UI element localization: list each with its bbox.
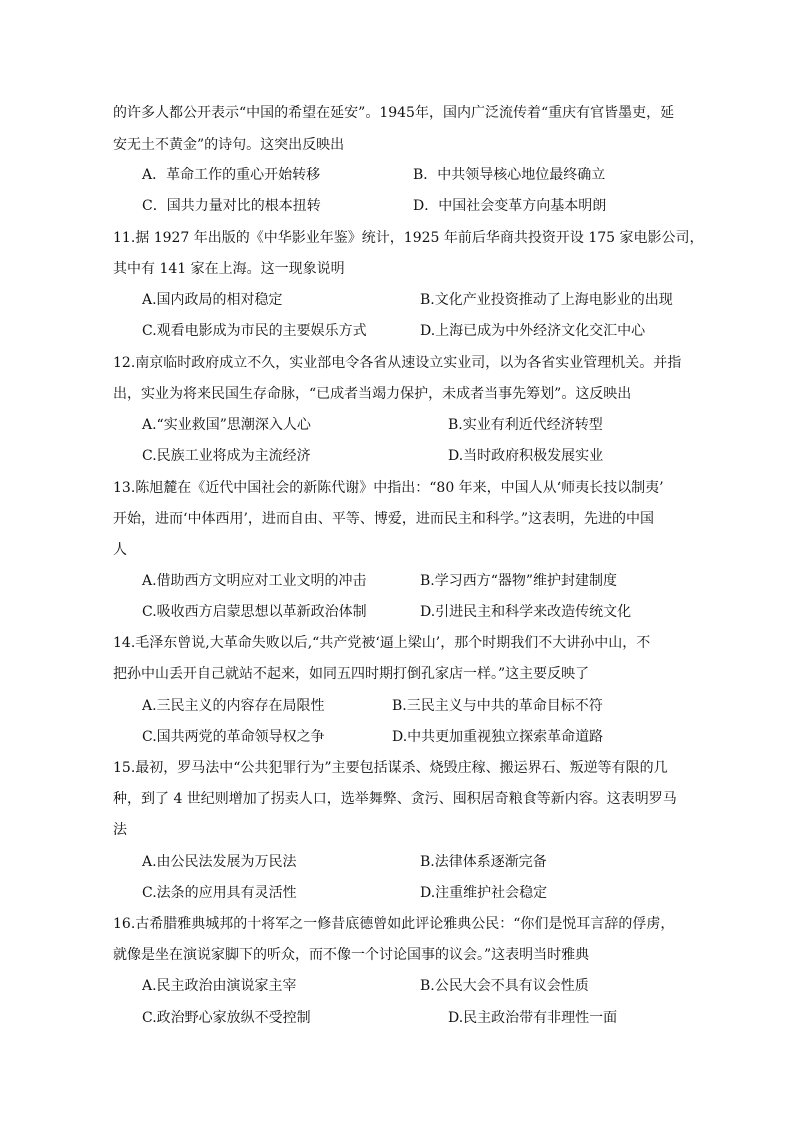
q13-stem-line-1: 13.陈旭麓在《近代中国社会的新陈代谢》中指出：“80 年来，中国人从‘师夷长技以制夷’ bbox=[113, 480, 664, 496]
q10-option-c: C．国共力量对比的根本扭转 bbox=[142, 198, 321, 214]
q13-stem-line-3: 人 bbox=[113, 542, 127, 558]
q16-option-b: B.公民大会不具有议会性质 bbox=[420, 978, 589, 994]
q15-option-d: D.注重维护社会稳定 bbox=[420, 885, 548, 901]
q11-stem-line-2: 其中有 141 家在上海。这一现象说明 bbox=[113, 261, 345, 277]
q11-stem-line-1: 11.据 1927 年出版的《中华影业年鉴》统计，1925 年前后华商共投资开设 175 家电影公司， bbox=[113, 230, 704, 246]
q10-option-a: A．革命工作的重心开始转移 bbox=[142, 167, 321, 183]
q10-stem-line-2: 安无土不黄金”的诗句。这突出反映出 bbox=[113, 137, 345, 153]
q12-option-b: B.实业有利近代经济转型 bbox=[448, 417, 603, 433]
q10-stem-line-1: 的许多人都公开表示“中国的希望在延安”。1945年，国内广泛流传着“重庆有官皆墨吏，延 bbox=[113, 105, 675, 121]
q11-option-a: A.国内政局的相对稳定 bbox=[142, 292, 283, 308]
q11-option-b: B.文化产业投资推动了上海电影业的出现 bbox=[420, 292, 673, 308]
q16-option-a: A.民主政治由演说家主宰 bbox=[142, 978, 297, 994]
q12-option-a: A.“实业救国”思潮深入人心 bbox=[142, 417, 311, 433]
q15-stem-line-1: 15.最初，罗马法中“公共犯罪行为”主要包括谋杀、烧毁庄稼、搬运界石、叛逆等有限的几 bbox=[113, 760, 668, 776]
q14-option-b: B.三民主义与中共的革命目标不符 bbox=[392, 698, 603, 714]
q14-option-a: A.三民主义的内容存在局限性 bbox=[142, 698, 325, 714]
q14-option-d: D.中共更加重视独立探索革命道路 bbox=[392, 729, 604, 745]
q14-stem-line-1: 14.毛泽东曾说,大革命失败以后,“共产党被‘逼上梁山’，那个时期我们不大讲孙中山，不 bbox=[113, 635, 651, 651]
q15-option-a: A.由公民法发展为万民法 bbox=[142, 854, 297, 870]
q11-option-c: C.观看电影成为市民的主要娱乐方式 bbox=[142, 323, 367, 339]
q15-stem-line-2: 种，到了 4 世纪则增加了拐卖人口，选举舞弊、贪污、囤积居奇粮食等新内容。这表明罗马 bbox=[113, 791, 677, 807]
q11-option-d: D.上海已成为中外经济文化交汇中心 bbox=[420, 323, 646, 339]
q12-option-d: D.当时政府积极发展实业 bbox=[448, 448, 604, 464]
q10-option-d: D．中国社会变革方向基本明朗 bbox=[413, 198, 607, 214]
q13-option-d: D.引进民主和科学来改造传统文化 bbox=[420, 604, 632, 620]
q16-stem-line-2: 就像是坐在演说家脚下的听众，而不像一个讨论国事的议会。”这表明当时雅典 bbox=[113, 947, 590, 963]
q16-option-c: C.政治野心家放纵不受控制 bbox=[142, 1010, 311, 1026]
q16-stem-line-1: 16.古希腊雅典城邦的十将军之一修昔底德曾如此评论雅典公民：“你们是悦耳言辞的俘虏， bbox=[113, 916, 675, 932]
q14-stem-line-2: 把孙中山丢开自己就站不起来，如同五四时期打倒孔家店一样。”这主要反映了 bbox=[113, 666, 590, 682]
q13-option-b: B.学习西方“器物”维护封建制度 bbox=[420, 573, 618, 589]
q15-stem-line-3: 法 bbox=[113, 822, 127, 838]
q13-stem-line-2: 开始，进而‘中体西用’，进而自由、平等、博爱，进而民主和科学。”这表明，先进的中国 bbox=[113, 511, 655, 527]
q10-option-b: B．中共领导核心地位最终确立 bbox=[413, 167, 606, 183]
q13-option-a: A.借助西方文明应对工业文明的冲击 bbox=[142, 573, 367, 589]
q14-option-c: C.国共两党的革命领导权之争 bbox=[142, 729, 325, 745]
q12-stem-line-2: 出，实业为将来民国生存命脉，“已成者当竭力保护，未成者当事先筹划”。这反映出 bbox=[113, 386, 632, 402]
q12-option-c: C.民族工业将成为主流经济 bbox=[142, 448, 311, 464]
q15-option-b: B.法律体系逐渐完备 bbox=[420, 854, 547, 870]
q13-option-c: C.吸收西方启蒙思想以革新政治体制 bbox=[142, 604, 367, 620]
q15-option-c: C.法条的应用具有灵活性 bbox=[142, 885, 297, 901]
q12-stem-line-1: 12.南京临时政府成立不久，实业部电令各省从速设立实业司，以为各省实业管理机关。并指 bbox=[113, 355, 682, 371]
q16-option-d: D.民主政治带有非理性一面 bbox=[448, 1010, 618, 1026]
